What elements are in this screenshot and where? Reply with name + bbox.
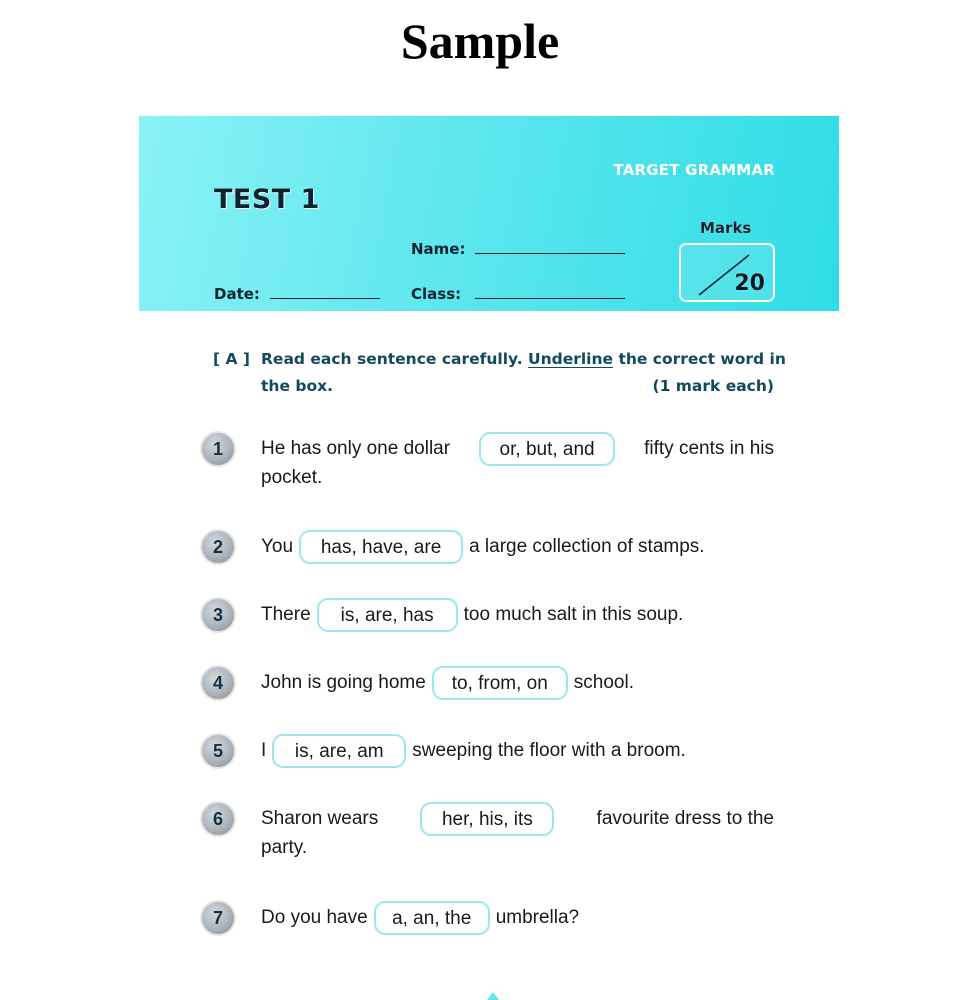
name-label: Name: (411, 240, 466, 258)
marks-total: 20 (734, 271, 765, 296)
question-sentence (261, 529, 705, 565)
sentence-before: There (261, 604, 311, 625)
sentence-before: He has only one dollar (261, 438, 451, 459)
sentence-before: You (261, 536, 294, 557)
test-title: TEST 1 (214, 184, 320, 215)
sentence-after: umbrella? (495, 907, 580, 928)
sentence-before: Do you have (261, 907, 368, 928)
choice-box[interactable]: a, an, the (374, 901, 490, 935)
choice-box[interactable]: has, have, are (299, 530, 463, 564)
sentence-after: fifty cents in his (644, 438, 774, 459)
sentence-after: sweeping the floor with a broom. (412, 740, 686, 761)
subject-label: TARGET GRAMMAR (613, 161, 775, 179)
question-number-badge: 7 (200, 900, 236, 936)
sentence-after: school. (573, 672, 634, 693)
question-sentence (261, 801, 774, 837)
class-field[interactable] (475, 298, 625, 299)
instruction-text-line2: the box. (261, 377, 333, 395)
instruction-part: the correct word in (613, 350, 786, 368)
question-sentence (261, 597, 683, 633)
marks-note: (1 mark each) (652, 377, 774, 395)
sentence-before: I (261, 740, 267, 761)
sentence-after: too much salt in this soup. (463, 604, 684, 625)
date-field[interactable] (270, 298, 380, 299)
choice-box[interactable]: her, his, its (420, 802, 554, 836)
question-number-badge: 2 (200, 529, 236, 565)
class-label: Class: (411, 285, 462, 303)
question-number-badge: 1 (200, 431, 236, 467)
test-header-banner (139, 116, 839, 311)
date-label: Date: (214, 285, 260, 303)
choice-box[interactable]: is, are, has (317, 598, 458, 632)
sentence-before: John is going home (261, 672, 426, 693)
sentence-continuation: party. (261, 837, 308, 858)
question-number-badge: 4 (200, 665, 236, 701)
question-sentence (261, 431, 774, 467)
question-sentence (261, 665, 634, 701)
question-number-badge: 3 (200, 597, 236, 633)
question-sentence (261, 900, 579, 936)
marks-box (679, 243, 775, 302)
instruction-keyword: Underline (528, 350, 614, 368)
choice-box[interactable]: is, are, am (272, 734, 406, 768)
question-number-badge: 5 (200, 733, 236, 769)
marks-label: Marks (700, 219, 752, 237)
instruction-part: Read each sentence carefully. (261, 350, 528, 368)
page-title: Sample (400, 13, 560, 69)
name-field[interactable] (475, 253, 625, 254)
sentence-before: Sharon wears (261, 808, 379, 829)
question-number-badge: 6 (200, 801, 236, 837)
instruction-text (261, 350, 786, 368)
sentence-after: favourite dress to the (596, 808, 774, 829)
sentence-continuation: pocket. (261, 467, 323, 488)
choice-box[interactable]: to, from, on (432, 666, 568, 700)
question-sentence (261, 733, 686, 769)
page-marker-triangle-icon (487, 992, 499, 1000)
section-tag: [ A ] (213, 350, 250, 368)
choice-box[interactable]: or, but, and (479, 432, 615, 466)
sentence-after: a large collection of stamps. (469, 536, 705, 557)
